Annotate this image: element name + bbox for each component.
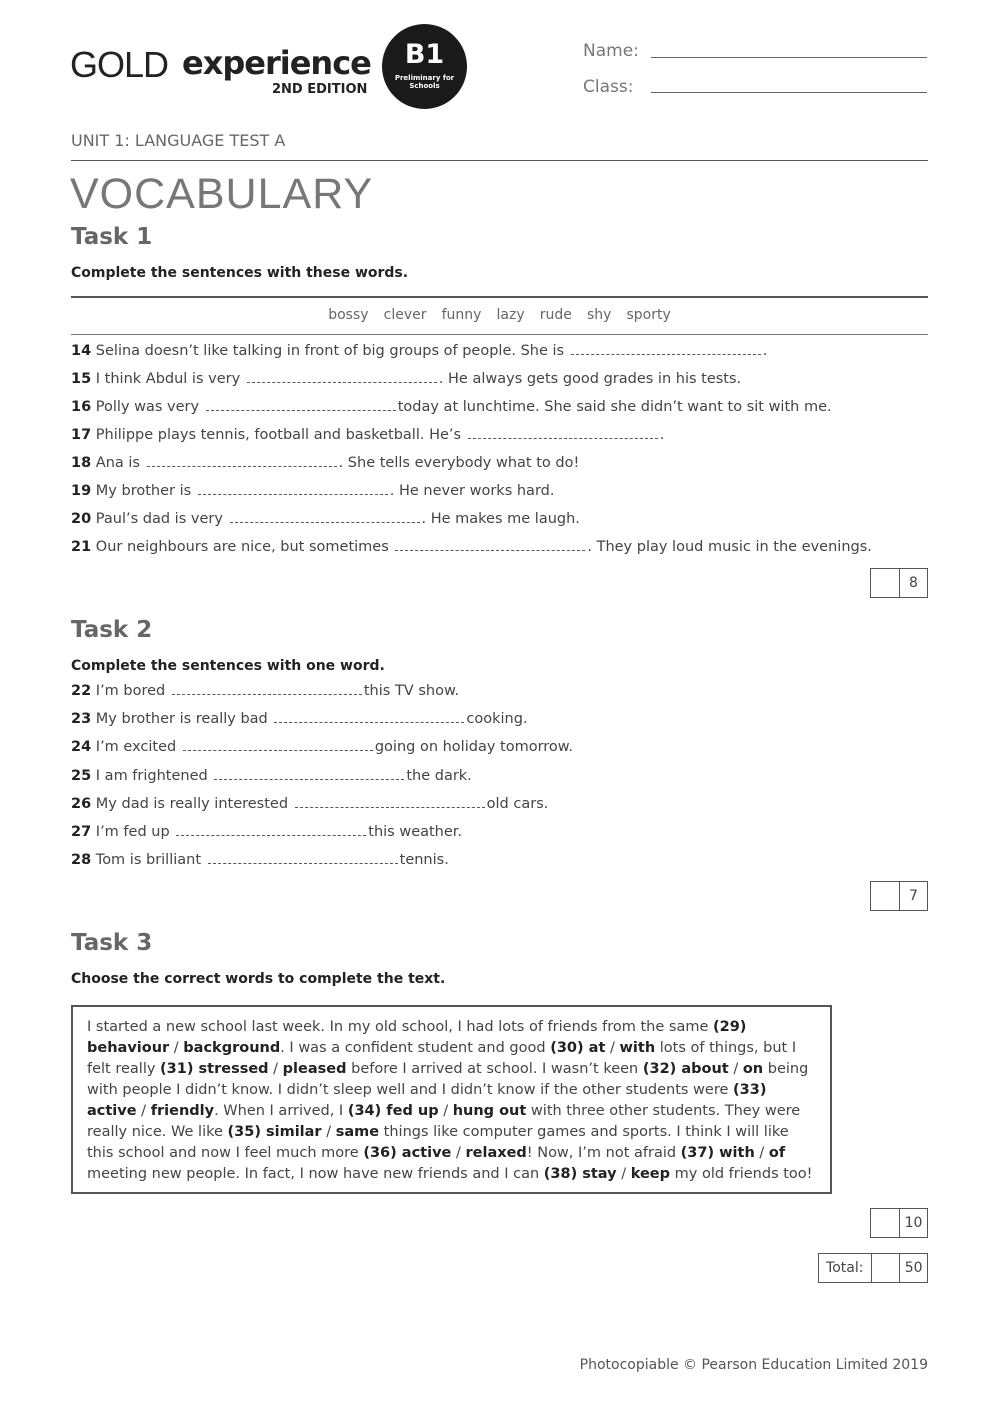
name-field[interactable] xyxy=(651,57,927,58)
word-bank-item: rude xyxy=(539,307,572,323)
header-divider xyxy=(71,160,928,161)
answer-option[interactable]: (30) at xyxy=(550,1040,606,1056)
answer-blank[interactable] xyxy=(571,344,761,355)
question-17: 17 Philippe plays tennis, football and basketball. He’s . xyxy=(71,427,665,443)
text-segment: being with people I didn’t know. I didn’t sleep well and I didn’t know if the other students were xyxy=(87,1061,809,1098)
level-label: B1 xyxy=(404,39,445,70)
logo-gold: GOLD xyxy=(70,44,169,85)
answer-blank[interactable] xyxy=(208,853,398,864)
answer-option[interactable]: (29) behaviour xyxy=(87,1019,747,1056)
answer-option[interactable]: background xyxy=(183,1040,281,1056)
answer-option[interactable]: hung out xyxy=(452,1103,527,1119)
answer-blank[interactable] xyxy=(468,428,658,439)
answer-blank[interactable] xyxy=(147,456,337,467)
answer-option[interactable]: (32) about xyxy=(642,1061,729,1077)
answer-blank[interactable] xyxy=(214,769,404,780)
text-segment: / xyxy=(605,1040,620,1056)
word-bank-item: sporty xyxy=(626,307,671,323)
answer-option[interactable]: (37) with xyxy=(680,1145,755,1161)
total-score-box xyxy=(818,1253,928,1283)
max-score: 7 xyxy=(909,888,918,904)
answer-option[interactable]: (38) stay xyxy=(543,1166,617,1182)
word-bank-item: bossy xyxy=(328,307,369,323)
word-box xyxy=(71,296,928,335)
word-bank-item: shy xyxy=(586,307,612,323)
answer-blank[interactable] xyxy=(395,540,585,551)
answer-option[interactable]: of xyxy=(768,1145,786,1161)
answer-option[interactable]: friendly xyxy=(150,1103,215,1119)
answer-option[interactable]: same xyxy=(335,1124,380,1140)
question-28: 28 Tom is brilliant tennis. xyxy=(71,852,449,868)
answer-blank[interactable] xyxy=(274,712,464,723)
name-label: Name: xyxy=(583,41,639,61)
answer-blank[interactable] xyxy=(183,740,373,751)
question-26: 26 My dad is really interested old cars. xyxy=(71,796,549,812)
task3-title: Task 3 xyxy=(71,930,153,956)
text-segment: / xyxy=(616,1166,631,1182)
answer-option[interactable]: (31) stressed xyxy=(160,1061,269,1077)
total-label: Total: xyxy=(819,1254,872,1282)
answer-option[interactable]: with xyxy=(619,1040,656,1056)
question-18: 18 Ana is . She tells everybody what to do! xyxy=(71,455,580,471)
task1-title: Task 1 xyxy=(71,224,153,250)
answer-blank[interactable] xyxy=(176,825,366,836)
question-23: 23 My brother is really bad cooking. xyxy=(71,711,528,727)
logo-experience: experience xyxy=(182,44,371,82)
task1-instruction: Complete the sentences with these words. xyxy=(71,265,409,281)
answer-option[interactable]: on xyxy=(742,1061,764,1077)
text-segment: / xyxy=(136,1103,151,1119)
max-score: 10 xyxy=(904,1215,923,1231)
total-max: 50 xyxy=(904,1260,923,1276)
class-field[interactable] xyxy=(651,92,927,93)
text-segment: before I arrived at school. I wasn’t keen xyxy=(346,1061,643,1077)
question-15: 15 I think Abdul is very . He always gets good grades in his tests. xyxy=(71,371,742,387)
text-segment: / xyxy=(451,1145,466,1161)
text-segment: meeting new people. In fact, I now have new friends and I can xyxy=(87,1166,544,1182)
question-21: 21 Our neighbours are nice, but sometimes . They play loud music in the evenings. xyxy=(71,539,872,555)
answer-option[interactable]: relaxed xyxy=(465,1145,527,1161)
question-14: 14 Selina doesn’t like talking in front of big groups of people. She is . xyxy=(71,343,768,359)
text-segment: . When I arrived, I xyxy=(214,1103,348,1119)
answer-blank[interactable] xyxy=(295,797,485,808)
word-bank-item: clever xyxy=(383,307,427,323)
question-24: 24 I’m excited going on holiday tomorrow. xyxy=(71,739,573,755)
task2-score-box xyxy=(870,881,928,911)
question-27: 27 I’m fed up this weather. xyxy=(71,824,463,840)
question-20: 20 Paul’s dad is very . He makes me laugh. xyxy=(71,511,580,527)
text-segment: / xyxy=(169,1040,184,1056)
score-input[interactable] xyxy=(871,882,900,910)
question-16: 16 Polly was very today at lunchtime. She said she didn’t want to sit with me. xyxy=(71,399,832,415)
section-title: VOCABULARY xyxy=(70,170,374,218)
total-input[interactable] xyxy=(872,1254,901,1282)
answer-blank[interactable] xyxy=(247,372,437,383)
task3-text-box xyxy=(71,1005,832,1194)
question-25: 25 I am frightened the dark. xyxy=(71,768,472,784)
text-segment: things like computer games and sports. I think I will like this school and now I feel much more xyxy=(87,1124,789,1161)
text-segment: / xyxy=(754,1145,769,1161)
question-19: 19 My brother is . He never works hard. xyxy=(71,483,555,499)
text-segment: my old friends too! xyxy=(670,1166,813,1182)
task3-instruction: Choose the correct words to complete the text. xyxy=(71,971,446,987)
answer-blank[interactable] xyxy=(206,400,396,411)
answer-option[interactable]: keep xyxy=(630,1166,671,1182)
task2-instruction: Complete the sentences with one word. xyxy=(71,658,385,674)
answer-option[interactable]: (34) fed up xyxy=(347,1103,439,1119)
answer-option[interactable]: (36) active xyxy=(363,1145,452,1161)
max-score: 8 xyxy=(909,575,918,591)
task3-score-box xyxy=(870,1208,928,1238)
footer-copyright: Photocopiable © Pearson Education Limited 2019 xyxy=(579,1357,928,1373)
answer-blank[interactable] xyxy=(172,684,362,695)
level-sub-label: Preliminary for Schools xyxy=(394,74,455,90)
text-segment: . I was a confident student and good xyxy=(280,1040,551,1056)
level-badge xyxy=(382,24,467,109)
task1-score-box xyxy=(870,568,928,598)
text-segment: / xyxy=(268,1061,283,1077)
answer-option[interactable]: (33) active xyxy=(87,1082,767,1119)
word-bank-item: funny xyxy=(441,307,482,323)
text-segment: ! Now, I’m not afraid xyxy=(526,1145,681,1161)
text-segment: lots of things, but I felt really xyxy=(87,1040,797,1077)
text-segment: I started a new school last week. In my old school, I had lots of friends from the same xyxy=(87,1019,713,1035)
question-22: 22 I’m bored this TV show. xyxy=(71,683,460,699)
text-segment: / xyxy=(438,1103,453,1119)
answer-option[interactable]: (35) similar xyxy=(227,1124,322,1140)
text-segment: / xyxy=(728,1061,743,1077)
class-label: Class: xyxy=(583,77,634,97)
text-segment: with three other students. They were really nice. We like xyxy=(87,1103,801,1140)
score-input[interactable] xyxy=(871,569,900,597)
score-input[interactable] xyxy=(871,1209,900,1237)
text-segment: / xyxy=(321,1124,336,1140)
answer-blank[interactable] xyxy=(198,484,388,495)
answer-blank[interactable] xyxy=(230,512,420,523)
unit-title: UNIT 1: LANGUAGE TEST A xyxy=(71,131,286,150)
answer-option[interactable]: pleased xyxy=(282,1061,347,1077)
task2-title: Task 2 xyxy=(71,617,153,643)
edition-label: 2ND EDITION xyxy=(272,82,368,97)
word-bank-item: lazy xyxy=(496,307,525,323)
